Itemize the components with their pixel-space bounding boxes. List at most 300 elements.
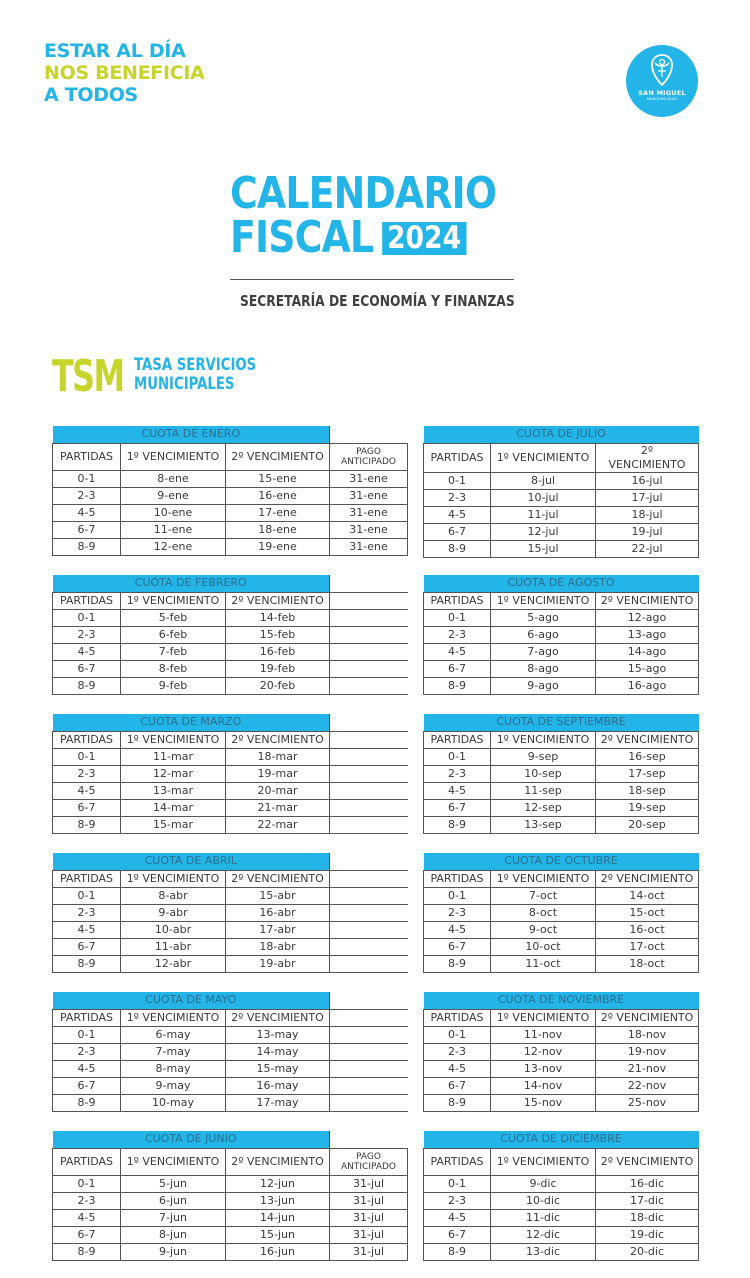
header-first-due: 1º VENCIMIENTO (491, 443, 596, 472)
table-row (53, 1243, 408, 1260)
second-due-cell: 18-abr (226, 938, 330, 955)
header-partidas: PARTIDAS (53, 1009, 121, 1026)
second-due-cell: 19-sep (596, 799, 699, 816)
table-row (424, 1060, 699, 1077)
partidas-cell: 0-1 (424, 472, 491, 489)
pago-anticipado-cell: 31-ene (330, 521, 408, 538)
table-row (53, 816, 408, 833)
second-due-cell: 17-abr (226, 921, 330, 938)
table-row (424, 782, 699, 799)
month-title: CUOTA DE MARZO (53, 714, 330, 731)
empty-cell (330, 1131, 408, 1148)
page-title (230, 168, 497, 263)
first-due-cell: 15-jul (491, 540, 596, 557)
table-row (53, 677, 408, 694)
empty-cell (330, 643, 408, 660)
header-first-due: 1º VENCIMIENTO (491, 731, 596, 748)
empty-cell (330, 592, 408, 609)
first-due-cell: 5-ago (491, 609, 596, 626)
second-due-cell: 14-jun (226, 1209, 330, 1226)
empty-cell (330, 626, 408, 643)
empty-cell (330, 921, 408, 938)
second-due-cell: 15-may (226, 1060, 330, 1077)
table-row (424, 816, 699, 833)
partidas-cell: 4-5 (424, 1209, 491, 1226)
month-title: CUOTA DE JUNIO (53, 1131, 330, 1148)
partidas-cell: 8-9 (53, 677, 121, 694)
partidas-cell: 6-7 (424, 523, 491, 540)
header-partidas: PARTIDAS (424, 870, 491, 887)
table-row (424, 1094, 699, 1111)
first-due-cell: 13-sep (491, 816, 596, 833)
partidas-cell: 0-1 (424, 1175, 491, 1192)
second-due-cell: 19-ene (226, 538, 330, 555)
table-row (53, 609, 408, 626)
pago-anticipado-cell: 31-jul (330, 1209, 408, 1226)
second-due-cell: 17-ene (226, 504, 330, 521)
second-due-cell: 18-jul (596, 506, 699, 523)
table-row (53, 1175, 408, 1192)
first-due-cell: 10-may (121, 1094, 226, 1111)
first-due-cell: 5-feb (121, 609, 226, 626)
tsm-abbreviation: TSM (52, 351, 124, 402)
empty-cell (330, 765, 408, 782)
pago-anticipado-cell: 31-ene (330, 504, 408, 521)
table-row (53, 782, 408, 799)
partidas-cell: 4-5 (53, 921, 121, 938)
partidas-cell: 8-9 (424, 540, 491, 557)
second-due-cell: 14-oct (596, 887, 699, 904)
empty-cell (330, 660, 408, 677)
header-second-due: 2º VENCIMIENTO (226, 870, 330, 887)
header-second-due: 2º VENCIMIENTO (596, 1148, 699, 1175)
partidas-cell: 4-5 (424, 782, 491, 799)
partidas-cell: 6-7 (53, 938, 121, 955)
table-row (53, 660, 408, 677)
cuota-table-left-2 (52, 575, 408, 695)
second-due-cell: 17-jul (596, 489, 699, 506)
empty-cell (330, 1009, 408, 1026)
second-due-cell: 22-mar (226, 816, 330, 833)
table-row (53, 748, 408, 765)
slogan-line-1: ESTAR AL DÍA (44, 40, 186, 62)
second-due-cell: 18-oct (596, 955, 699, 972)
first-due-cell: 7-ago (491, 643, 596, 660)
partidas-cell: 8-9 (53, 538, 121, 555)
first-due-cell: 8-feb (121, 660, 226, 677)
partidas-cell: 6-7 (53, 1226, 121, 1243)
table-row (53, 887, 408, 904)
partidas-cell: 6-7 (53, 660, 121, 677)
month-title: CUOTA DE NOVIEMBRE (424, 992, 699, 1009)
header-second-due: 2º VENCIMIENTO (596, 592, 699, 609)
second-due-cell: 14-feb (226, 609, 330, 626)
pago-anticipado-cell: 31-ene (330, 538, 408, 555)
header-partidas: PARTIDAS (53, 731, 121, 748)
first-due-cell: 11-mar (121, 748, 226, 765)
second-due-cell: 20-dic (596, 1243, 699, 1260)
table-row (53, 1043, 408, 1060)
header-pago-anticipado-line-1: PAGO (356, 1151, 381, 1162)
first-due-cell: 11-nov (491, 1026, 596, 1043)
first-due-cell: 9-sep (491, 748, 596, 765)
month-title: CUOTA DE ENERO (53, 426, 330, 443)
empty-cell (330, 870, 408, 887)
partidas-cell: 8-9 (424, 955, 491, 972)
second-due-cell: 16-may (226, 1077, 330, 1094)
second-due-cell: 15-feb (226, 626, 330, 643)
partidas-cell: 8-9 (53, 955, 121, 972)
second-due-cell: 16-ene (226, 487, 330, 504)
empty-cell (330, 575, 408, 592)
partidas-cell: 2-3 (424, 1192, 491, 1209)
header-first-due: 1º VENCIMIENTO (491, 1009, 596, 1026)
slogan (44, 40, 205, 106)
header-second-due: 2º VENCIMIENTO (226, 1009, 330, 1026)
table-row (53, 938, 408, 955)
month-title: CUOTA DE AGOSTO (424, 575, 699, 592)
second-due-cell: 14-ago (596, 643, 699, 660)
partidas-cell: 2-3 (53, 904, 121, 921)
table-row (424, 506, 699, 523)
header-partidas: PARTIDAS (424, 1148, 491, 1175)
partidas-cell: 6-7 (424, 1226, 491, 1243)
first-due-cell: 10-abr (121, 921, 226, 938)
table-row (53, 1060, 408, 1077)
partidas-cell: 0-1 (53, 609, 121, 626)
pago-anticipado-cell: 31-jul (330, 1226, 408, 1243)
partidas-cell: 6-7 (53, 521, 121, 538)
first-due-cell: 8-ago (491, 660, 596, 677)
table-row (424, 643, 699, 660)
partidas-cell: 4-5 (53, 1060, 121, 1077)
header-pago-anticipado-line-2: ANTICIPADO (341, 456, 397, 467)
second-due-cell: 16-jul (596, 472, 699, 489)
first-due-cell: 12-sep (491, 799, 596, 816)
header-partidas: PARTIDAS (53, 1148, 121, 1175)
second-due-cell: 18-dic (596, 1209, 699, 1226)
header-second-due: 2º VENCIMIENTO (226, 1148, 330, 1175)
second-due-cell: 20-sep (596, 816, 699, 833)
table-row (53, 1026, 408, 1043)
header-second-due-line-2: VENCIMIENTO (608, 457, 686, 471)
table-row (424, 1243, 699, 1260)
title-line-1: CALENDARIO (230, 168, 497, 219)
table-row (424, 748, 699, 765)
partidas-cell: 0-1 (424, 748, 491, 765)
empty-cell (330, 782, 408, 799)
header-partidas: PARTIDAS (424, 731, 491, 748)
first-due-cell: 11-sep (491, 782, 596, 799)
second-due-cell: 22-jul (596, 540, 699, 557)
second-due-cell: 17-dic (596, 1192, 699, 1209)
table-row (53, 1192, 408, 1209)
logo-sub: MUNICIPALIDAD (646, 97, 678, 101)
table-row (424, 489, 699, 506)
table-row (53, 521, 408, 538)
first-due-cell: 8-oct (491, 904, 596, 921)
header-pago-anticipado-line-2: ANTICIPADO (341, 1161, 397, 1172)
partidas-cell: 4-5 (53, 504, 121, 521)
table-row (424, 523, 699, 540)
partidas-cell: 6-7 (53, 1077, 121, 1094)
table-row (53, 626, 408, 643)
first-due-cell: 14-nov (491, 1077, 596, 1094)
table-row (53, 1094, 408, 1111)
empty-cell (330, 1043, 408, 1060)
second-due-cell: 19-jul (596, 523, 699, 540)
second-due-cell: 12-jun (226, 1175, 330, 1192)
table-row (53, 538, 408, 555)
empty-cell (330, 714, 408, 731)
cuota-table-left-3 (52, 714, 408, 834)
header-first-due: 1º VENCIMIENTO (121, 1148, 226, 1175)
table-row (53, 955, 408, 972)
second-due-cell: 15-ene (226, 470, 330, 487)
table-row (53, 921, 408, 938)
first-due-cell: 12-jul (491, 523, 596, 540)
first-due-cell: 9-feb (121, 677, 226, 694)
partidas-cell: 0-1 (424, 609, 491, 626)
header-partidas: PARTIDAS (53, 592, 121, 609)
partidas-cell: 4-5 (424, 921, 491, 938)
cuota-table-left-6 (52, 1131, 408, 1261)
partidas-cell: 8-9 (53, 1094, 121, 1111)
table-row (53, 904, 408, 921)
header-first-due: 1º VENCIMIENTO (121, 1009, 226, 1026)
month-title: CUOTA DE OCTUBRE (424, 853, 699, 870)
first-due-cell: 13-mar (121, 782, 226, 799)
slogan-line-2: NOS BENEFICIA (44, 62, 205, 84)
header-partidas: PARTIDAS (53, 443, 121, 470)
table-row (53, 1077, 408, 1094)
table-row (424, 904, 699, 921)
first-due-cell: 9-ago (491, 677, 596, 694)
first-due-cell: 11-ene (121, 521, 226, 538)
table-row (53, 1226, 408, 1243)
second-due-cell: 16-sep (596, 748, 699, 765)
header-second-due: 2º VENCIMIENTO (596, 870, 699, 887)
slogan-line-3: A TODOS (44, 84, 138, 106)
header-partidas: PARTIDAS (424, 592, 491, 609)
first-due-cell: 6-may (121, 1026, 226, 1043)
header-first-due: 1º VENCIMIENTO (491, 870, 596, 887)
first-due-cell: 12-abr (121, 955, 226, 972)
table-row (424, 626, 699, 643)
header-pago-anticipado (330, 443, 408, 470)
header-first-due: 1º VENCIMIENTO (121, 592, 226, 609)
first-due-cell: 14-mar (121, 799, 226, 816)
second-due-cell: 22-nov (596, 1077, 699, 1094)
table-row (53, 1209, 408, 1226)
partidas-cell: 0-1 (424, 887, 491, 904)
pago-anticipado-cell: 31-ene (330, 487, 408, 504)
table-row (424, 1226, 699, 1243)
table-row (424, 540, 699, 557)
header-partidas: PARTIDAS (424, 1009, 491, 1026)
table-row (424, 1043, 699, 1060)
month-title: CUOTA DE MAYO (53, 992, 330, 1009)
empty-cell (330, 609, 408, 626)
partidas-cell: 0-1 (53, 1175, 121, 1192)
second-due-cell: 16-ago (596, 677, 699, 694)
header-second-due: 2º VENCIMIENTO (226, 443, 330, 470)
empty-cell (330, 677, 408, 694)
second-due-cell: 15-oct (596, 904, 699, 921)
second-due-cell: 17-oct (596, 938, 699, 955)
header-first-due: 1º VENCIMIENTO (121, 731, 226, 748)
title-line-2: FISCAL (230, 212, 374, 263)
partidas-cell: 2-3 (424, 626, 491, 643)
table-row (424, 1175, 699, 1192)
empty-cell (330, 816, 408, 833)
header-first-due: 1º VENCIMIENTO (491, 592, 596, 609)
header-first-due: 1º VENCIMIENTO (121, 870, 226, 887)
partidas-cell: 0-1 (424, 1026, 491, 1043)
header-second-due-line-1: 2º (640, 443, 654, 457)
cuota-table-right-1 (423, 426, 699, 558)
cuota-table-left-1 (52, 426, 408, 556)
first-due-cell: 11-abr (121, 938, 226, 955)
partidas-cell: 8-9 (424, 1243, 491, 1260)
partidas-cell: 2-3 (424, 489, 491, 506)
cuota-table-right-3 (423, 714, 699, 834)
pago-anticipado-cell: 31-ene (330, 470, 408, 487)
month-title: CUOTA DE ABRIL (53, 853, 330, 870)
partidas-cell: 4-5 (424, 1060, 491, 1077)
first-due-cell: 11-oct (491, 955, 596, 972)
second-due-cell: 18-mar (226, 748, 330, 765)
partidas-cell: 4-5 (53, 1209, 121, 1226)
second-due-cell: 16-jun (226, 1243, 330, 1260)
first-due-cell: 12-dic (491, 1226, 596, 1243)
first-due-cell: 9-oct (491, 921, 596, 938)
table-row (424, 765, 699, 782)
table-row (424, 1209, 699, 1226)
second-due-cell: 19-nov (596, 1043, 699, 1060)
empty-cell (330, 853, 408, 870)
table-row (424, 799, 699, 816)
first-due-cell: 15-mar (121, 816, 226, 833)
cuota-table-right-5 (423, 992, 699, 1112)
empty-cell (330, 1094, 408, 1111)
empty-cell (330, 799, 408, 816)
month-title: CUOTA DE FEBRERO (53, 575, 330, 592)
header-first-due: 1º VENCIMIENTO (121, 443, 226, 470)
first-due-cell: 13-dic (491, 1243, 596, 1260)
empty-cell (330, 992, 408, 1009)
cuota-table-left-5 (52, 992, 408, 1112)
partidas-cell: 2-3 (424, 1043, 491, 1060)
table-row (424, 887, 699, 904)
partidas-cell: 4-5 (424, 643, 491, 660)
table-row (53, 470, 408, 487)
first-due-cell: 12-mar (121, 765, 226, 782)
pago-anticipado-cell: 31-jul (330, 1243, 408, 1260)
second-due-cell: 13-jun (226, 1192, 330, 1209)
second-due-cell: 19-mar (226, 765, 330, 782)
cuota-table-right-2 (423, 575, 699, 695)
first-due-cell: 6-feb (121, 626, 226, 643)
first-due-cell: 9-abr (121, 904, 226, 921)
header-second-due: 2º VENCIMIENTO (596, 731, 699, 748)
first-due-cell: 9-ene (121, 487, 226, 504)
second-due-cell: 18-sep (596, 782, 699, 799)
first-due-cell: 8-abr (121, 887, 226, 904)
partidas-cell: 8-9 (424, 816, 491, 833)
second-due-cell: 15-ago (596, 660, 699, 677)
empty-cell (330, 1077, 408, 1094)
second-due-cell: 25-nov (596, 1094, 699, 1111)
first-due-cell: 8-jul (491, 472, 596, 489)
first-due-cell: 11-dic (491, 1209, 596, 1226)
partidas-cell: 8-9 (424, 1094, 491, 1111)
month-title: CUOTA DE DICIEMBRE (424, 1131, 699, 1148)
table-row (424, 677, 699, 694)
partidas-cell: 2-3 (424, 765, 491, 782)
first-due-cell: 8-may (121, 1060, 226, 1077)
partidas-cell: 2-3 (53, 765, 121, 782)
first-due-cell: 7-feb (121, 643, 226, 660)
partidas-cell: 8-9 (53, 816, 121, 833)
partidas-cell: 0-1 (53, 748, 121, 765)
cuota-table-left-4 (52, 853, 408, 973)
pago-anticipado-cell: 31-jul (330, 1175, 408, 1192)
empty-cell (330, 426, 408, 443)
first-due-cell: 8-ene (121, 470, 226, 487)
first-due-cell: 5-jun (121, 1175, 226, 1192)
second-due-cell: 16-dic (596, 1175, 699, 1192)
municipality-logo (626, 45, 698, 117)
first-due-cell: 10-ene (121, 504, 226, 521)
partidas-cell: 6-7 (424, 660, 491, 677)
pago-anticipado-cell: 31-jul (330, 1192, 408, 1209)
first-due-cell: 12-ene (121, 538, 226, 555)
partidas-cell: 8-9 (53, 1243, 121, 1260)
header-second-due: 2º VENCIMIENTO (596, 1009, 699, 1026)
header-second-due: 2º VENCIMIENTO (226, 731, 330, 748)
first-due-cell: 9-jun (121, 1243, 226, 1260)
month-title: CUOTA DE JULIO (424, 426, 699, 443)
first-due-cell: 10-jul (491, 489, 596, 506)
empty-cell (330, 887, 408, 904)
second-due-cell: 18-ene (226, 521, 330, 538)
partidas-cell: 4-5 (53, 643, 121, 660)
partidas-cell: 8-9 (424, 677, 491, 694)
second-due-cell: 21-nov (596, 1060, 699, 1077)
second-due-cell: 18-nov (596, 1026, 699, 1043)
second-due-cell: 16-abr (226, 904, 330, 921)
empty-cell (330, 938, 408, 955)
table-row (53, 487, 408, 504)
header-partidas: PARTIDAS (424, 443, 491, 472)
partidas-cell: 2-3 (424, 904, 491, 921)
tsm-label (134, 356, 256, 394)
table-row (424, 660, 699, 677)
second-due-cell: 16-oct (596, 921, 699, 938)
empty-cell (330, 904, 408, 921)
second-due-cell: 14-may (226, 1043, 330, 1060)
first-due-cell: 10-dic (491, 1192, 596, 1209)
partidas-cell: 4-5 (424, 506, 491, 523)
table-row (424, 609, 699, 626)
first-due-cell: 7-oct (491, 887, 596, 904)
first-due-cell: 7-jun (121, 1209, 226, 1226)
table-row (53, 765, 408, 782)
header-pago-anticipado-line-1: PAGO (356, 446, 381, 457)
first-due-cell: 11-jul (491, 506, 596, 523)
partidas-cell: 2-3 (53, 626, 121, 643)
